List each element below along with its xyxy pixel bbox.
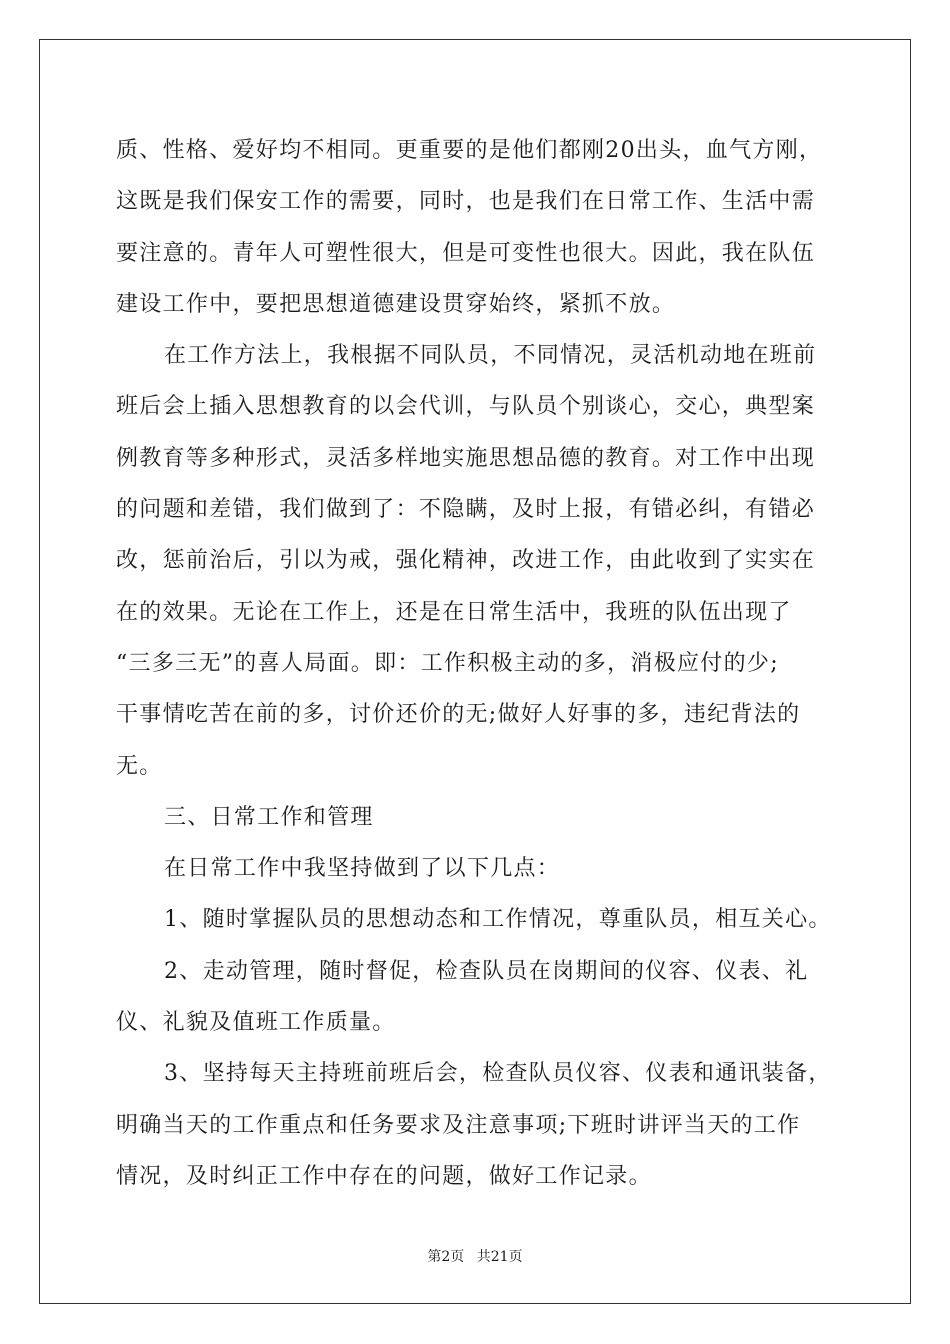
text-line: 情况，及时纠正工作中存在的问题，做好工作记录。 — [116, 1163, 652, 1189]
text-line: 例教育等多种形式，灵活多样地实施思想品德的教育。对工作中出现 — [116, 445, 816, 471]
total-pages: 共21页 — [476, 1249, 523, 1265]
text-line: 干事情吃苦在前的多，讨价还价的无;做好人好事的多，违纪背法的 — [116, 702, 801, 728]
document-body — [116, 125, 836, 1202]
text-line: 三、日常工作和管理 — [164, 804, 374, 830]
text-line: 建设工作中，要把思想道德建设贯穿始终，紧抓不放。 — [116, 291, 676, 317]
text-line: 在的效果。无论在工作上，还是在日常生活中，我班的队伍出现了 — [116, 599, 792, 625]
text-line: 在工作方法上，我根据不同队员，不同情况，灵活机动地在班前 — [164, 343, 817, 369]
page-number: 第2页 — [427, 1249, 465, 1265]
text-line: 3、坚持每天主持班前班后会，检查队员仪容、仪表和通讯装备， — [164, 1061, 832, 1087]
text-line: 这既是我们保安工作的需要，同时，也是我们在日常工作、生活中需 — [116, 189, 816, 215]
text-line: 改，惩前治后，引以为戒，强化精神，改进工作，由此收到了实实在 — [116, 548, 816, 574]
page-footer — [0, 1246, 950, 1266]
text-line: 质、性格、爱好均不相同。更重要的是他们都刚20出头，血气方刚， — [116, 138, 823, 163]
text-line: 的问题和差错，我们做到了：不隐瞒，及时上报，有错必纠，有错必 — [116, 497, 816, 523]
text-line: 明确当天的工作重点和任务要求及注意事项;下班时讲评当天的工作 — [116, 1112, 801, 1138]
text-line: 要注意的。青年人可塑性很大，但是可变性也很大。因此，我在队伍 — [116, 240, 816, 266]
text-line: 无。 — [116, 753, 163, 779]
text-line: 仪、礼貌及值班工作质量。 — [116, 1010, 396, 1036]
text-line: 1、随时掌握队员的思想动态和工作情况，尊重队员，相互关心。 — [164, 907, 832, 933]
text-line: 在日常工作中我坚持做到了以下几点： — [164, 856, 561, 882]
text-line: “三多三无”的喜人局面。即：工作积极主动的多，消极应付的少; — [116, 650, 779, 676]
text-line: 2、走动管理，随时督促，检查队员在岗期间的仪容、仪表、礼 — [164, 958, 809, 984]
text-line: 班后会上插入思想教育的以会代训，与队员个别谈心，交心，典型案 — [116, 394, 816, 420]
